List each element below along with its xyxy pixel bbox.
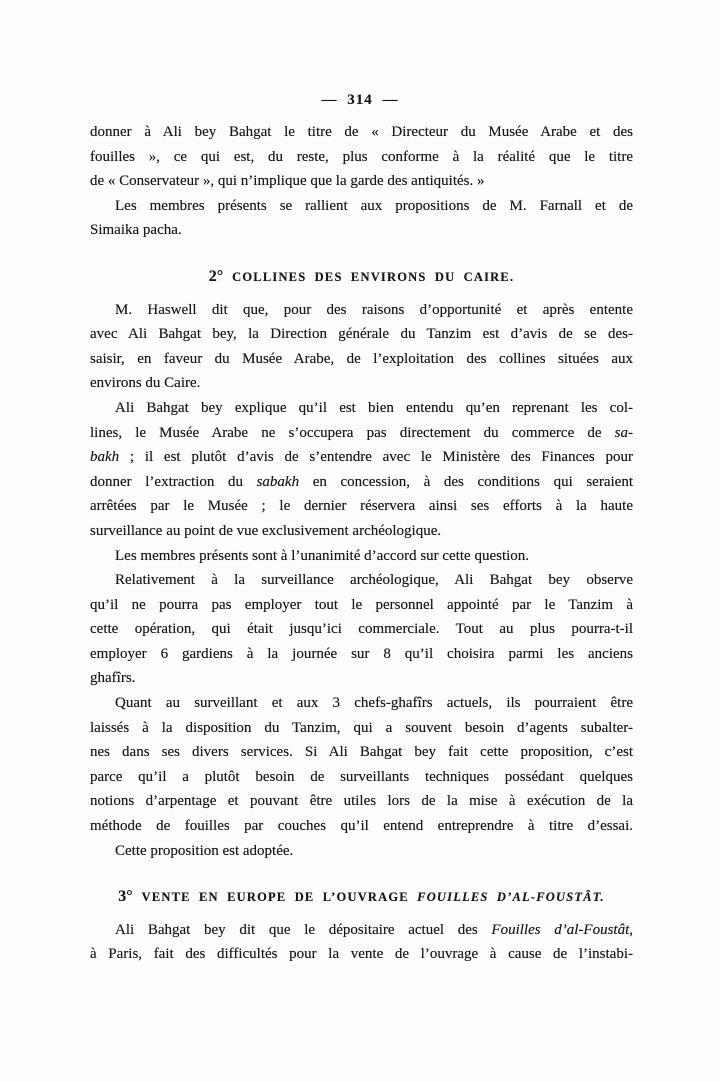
text-line: [90, 322, 633, 347]
text-segment: donner l’extraction du: [90, 473, 257, 490]
text-segment: ; il est plutôt d’avis de s’entendre avec le Ministère des Finances pour: [119, 449, 633, 466]
text-line: [90, 716, 633, 741]
text-segment: M. Haswell dit que, pour des raisons d’opportunité et après entente: [115, 301, 633, 318]
text-line: [90, 942, 633, 967]
text-line: [90, 145, 633, 170]
text-segment: Simaika pacha.: [90, 222, 182, 239]
text-line: [90, 445, 633, 470]
text-line: [90, 371, 633, 396]
text-segment: méthode de fouilles par couches qu’il entend entreprendre à titre d’essai.: [90, 818, 633, 835]
text-segment: environs du Caire.: [90, 375, 201, 392]
text-line: [90, 765, 633, 790]
section-heading: [90, 265, 633, 290]
text-segment: Quant au surveillant et aux 3 chefs-ghafîrs actuels, ils pourraient être: [115, 695, 633, 712]
text-segment: surveillance au point de vue exclusivement archéologique.: [90, 522, 442, 539]
text-line: [90, 666, 633, 691]
text-line: [90, 789, 633, 814]
heading-text-segment: VENTE EN EUROPE DE L’OUVRAGE: [141, 890, 418, 905]
paragraph: [90, 298, 633, 396]
text-segment: avec Ali Bahgat bey, la Direction générale du Tanzim est d’avis de se des-: [90, 326, 633, 343]
page-number: — 314 —: [321, 92, 399, 108]
text-line: [90, 421, 633, 446]
paragraph: [90, 194, 633, 243]
text-line: [90, 642, 633, 667]
text-line: [90, 120, 633, 145]
text-segment: sa-: [614, 424, 633, 441]
text-segment: sabakh: [256, 473, 300, 490]
text-segment: Les membres présents se rallient aux propositions de M. Farnall et de: [115, 197, 633, 214]
text-line: [90, 568, 633, 593]
text-segment: de « Conservateur », qui n’implique que la garde des antiquités. »: [90, 173, 485, 190]
heading-number: 3°: [118, 888, 133, 906]
text-segment: Ali Bahgat bey explique qu’il est bien entendu qu’en reprenant les col-: [115, 399, 633, 416]
text-segment: Relativement à la surveillance archéologique, Ali Bahgat bey observe: [115, 572, 633, 589]
text-segment: ghafîrs.: [90, 670, 136, 687]
text-line: [90, 396, 633, 421]
heading-text-segment: COLLINES DES ENVIRONS DU CAIRE.: [232, 269, 515, 284]
text-segment: lines, le Musée Arabe ne s’occupera pas directement du commerce de: [90, 424, 615, 441]
text-line: [90, 814, 633, 839]
text-segment: Fouilles d’al-Foustât: [491, 921, 630, 938]
text-segment: nes dans ses divers services. Si Ali Bahgat bey fait cette proposition, c’est: [90, 744, 633, 761]
paragraph: [90, 691, 633, 839]
paragraph: [90, 839, 633, 864]
text-line: [90, 194, 633, 219]
text-line: [90, 918, 633, 943]
paragraph: [90, 120, 633, 194]
paragraph: [90, 918, 633, 967]
heading-number: 2°: [208, 267, 224, 285]
paragraph: [90, 544, 633, 569]
text-line: [90, 839, 633, 864]
text-segment: Ali Bahgat bey dit que le dépositaire actuel des: [115, 921, 492, 938]
paragraph: [90, 396, 633, 544]
text-segment: ,: [629, 921, 633, 938]
text-line: [90, 691, 633, 716]
text-segment: cette opération, qui était jusqu’ici commerciale. Tout au plus pourra-t-il: [90, 621, 633, 638]
text-line: [90, 470, 633, 495]
text-segment: saisir, en faveur du Musée Arabe, de l’exploitation des collines situées aux: [90, 350, 633, 367]
text-line: [90, 169, 633, 194]
text-segment: arrêtées par le Musée ; le dernier réservera ainsi ses efforts à la haute: [90, 498, 633, 515]
text-line: [90, 519, 633, 544]
text-column: [90, 120, 633, 967]
text-segment: en concession, à des conditions qui seraient: [299, 473, 633, 490]
text-line: [90, 544, 633, 569]
text-line: [90, 593, 633, 618]
text-segment: à Paris, fait des difficultés pour la vente de l’ouvrage à cause de l’instabi-: [90, 946, 633, 963]
text-segment: notions d’arpentage et pouvant être utiles lors de la mise à exécution de la: [90, 793, 633, 810]
text-segment: donner à Ali bey Bahgat le titre de « Directeur du Musée Arabe et des: [90, 124, 633, 140]
section-heading: [90, 885, 633, 910]
text-line: [90, 617, 633, 642]
text-segment: parce qu’il a plutôt besoin de surveillants techniques possédant quelques: [90, 768, 633, 785]
text-segment: bakh: [90, 449, 120, 466]
text-segment: fouilles », ce qui est, du reste, plus conforme à la réalité que le titre: [90, 148, 633, 165]
text-segment: Les membres présents sont à l’unanimité d’accord sur cette question.: [115, 547, 530, 564]
heading-text-segment: FOUILLES D’AL-FOUSTÂT.: [417, 890, 605, 905]
text-segment: qu’il ne pourra pas employer tout le personnel appointé par le Tanzim à: [90, 596, 633, 613]
text-segment: employer 6 gardiens à la journée sur 8 qu’il choisira parmi les anciens: [90, 645, 633, 662]
text-line: [90, 740, 633, 765]
text-line: [90, 218, 633, 243]
paragraph: [90, 568, 633, 691]
text-line: [90, 298, 633, 323]
text-line: [90, 494, 633, 519]
text-segment: laissés à la disposition du Tanzim, qui a souvent besoin d’agents subalter-: [90, 719, 633, 736]
text-line: [90, 347, 633, 372]
text-segment: Cette proposition est adoptée.: [115, 842, 294, 859]
